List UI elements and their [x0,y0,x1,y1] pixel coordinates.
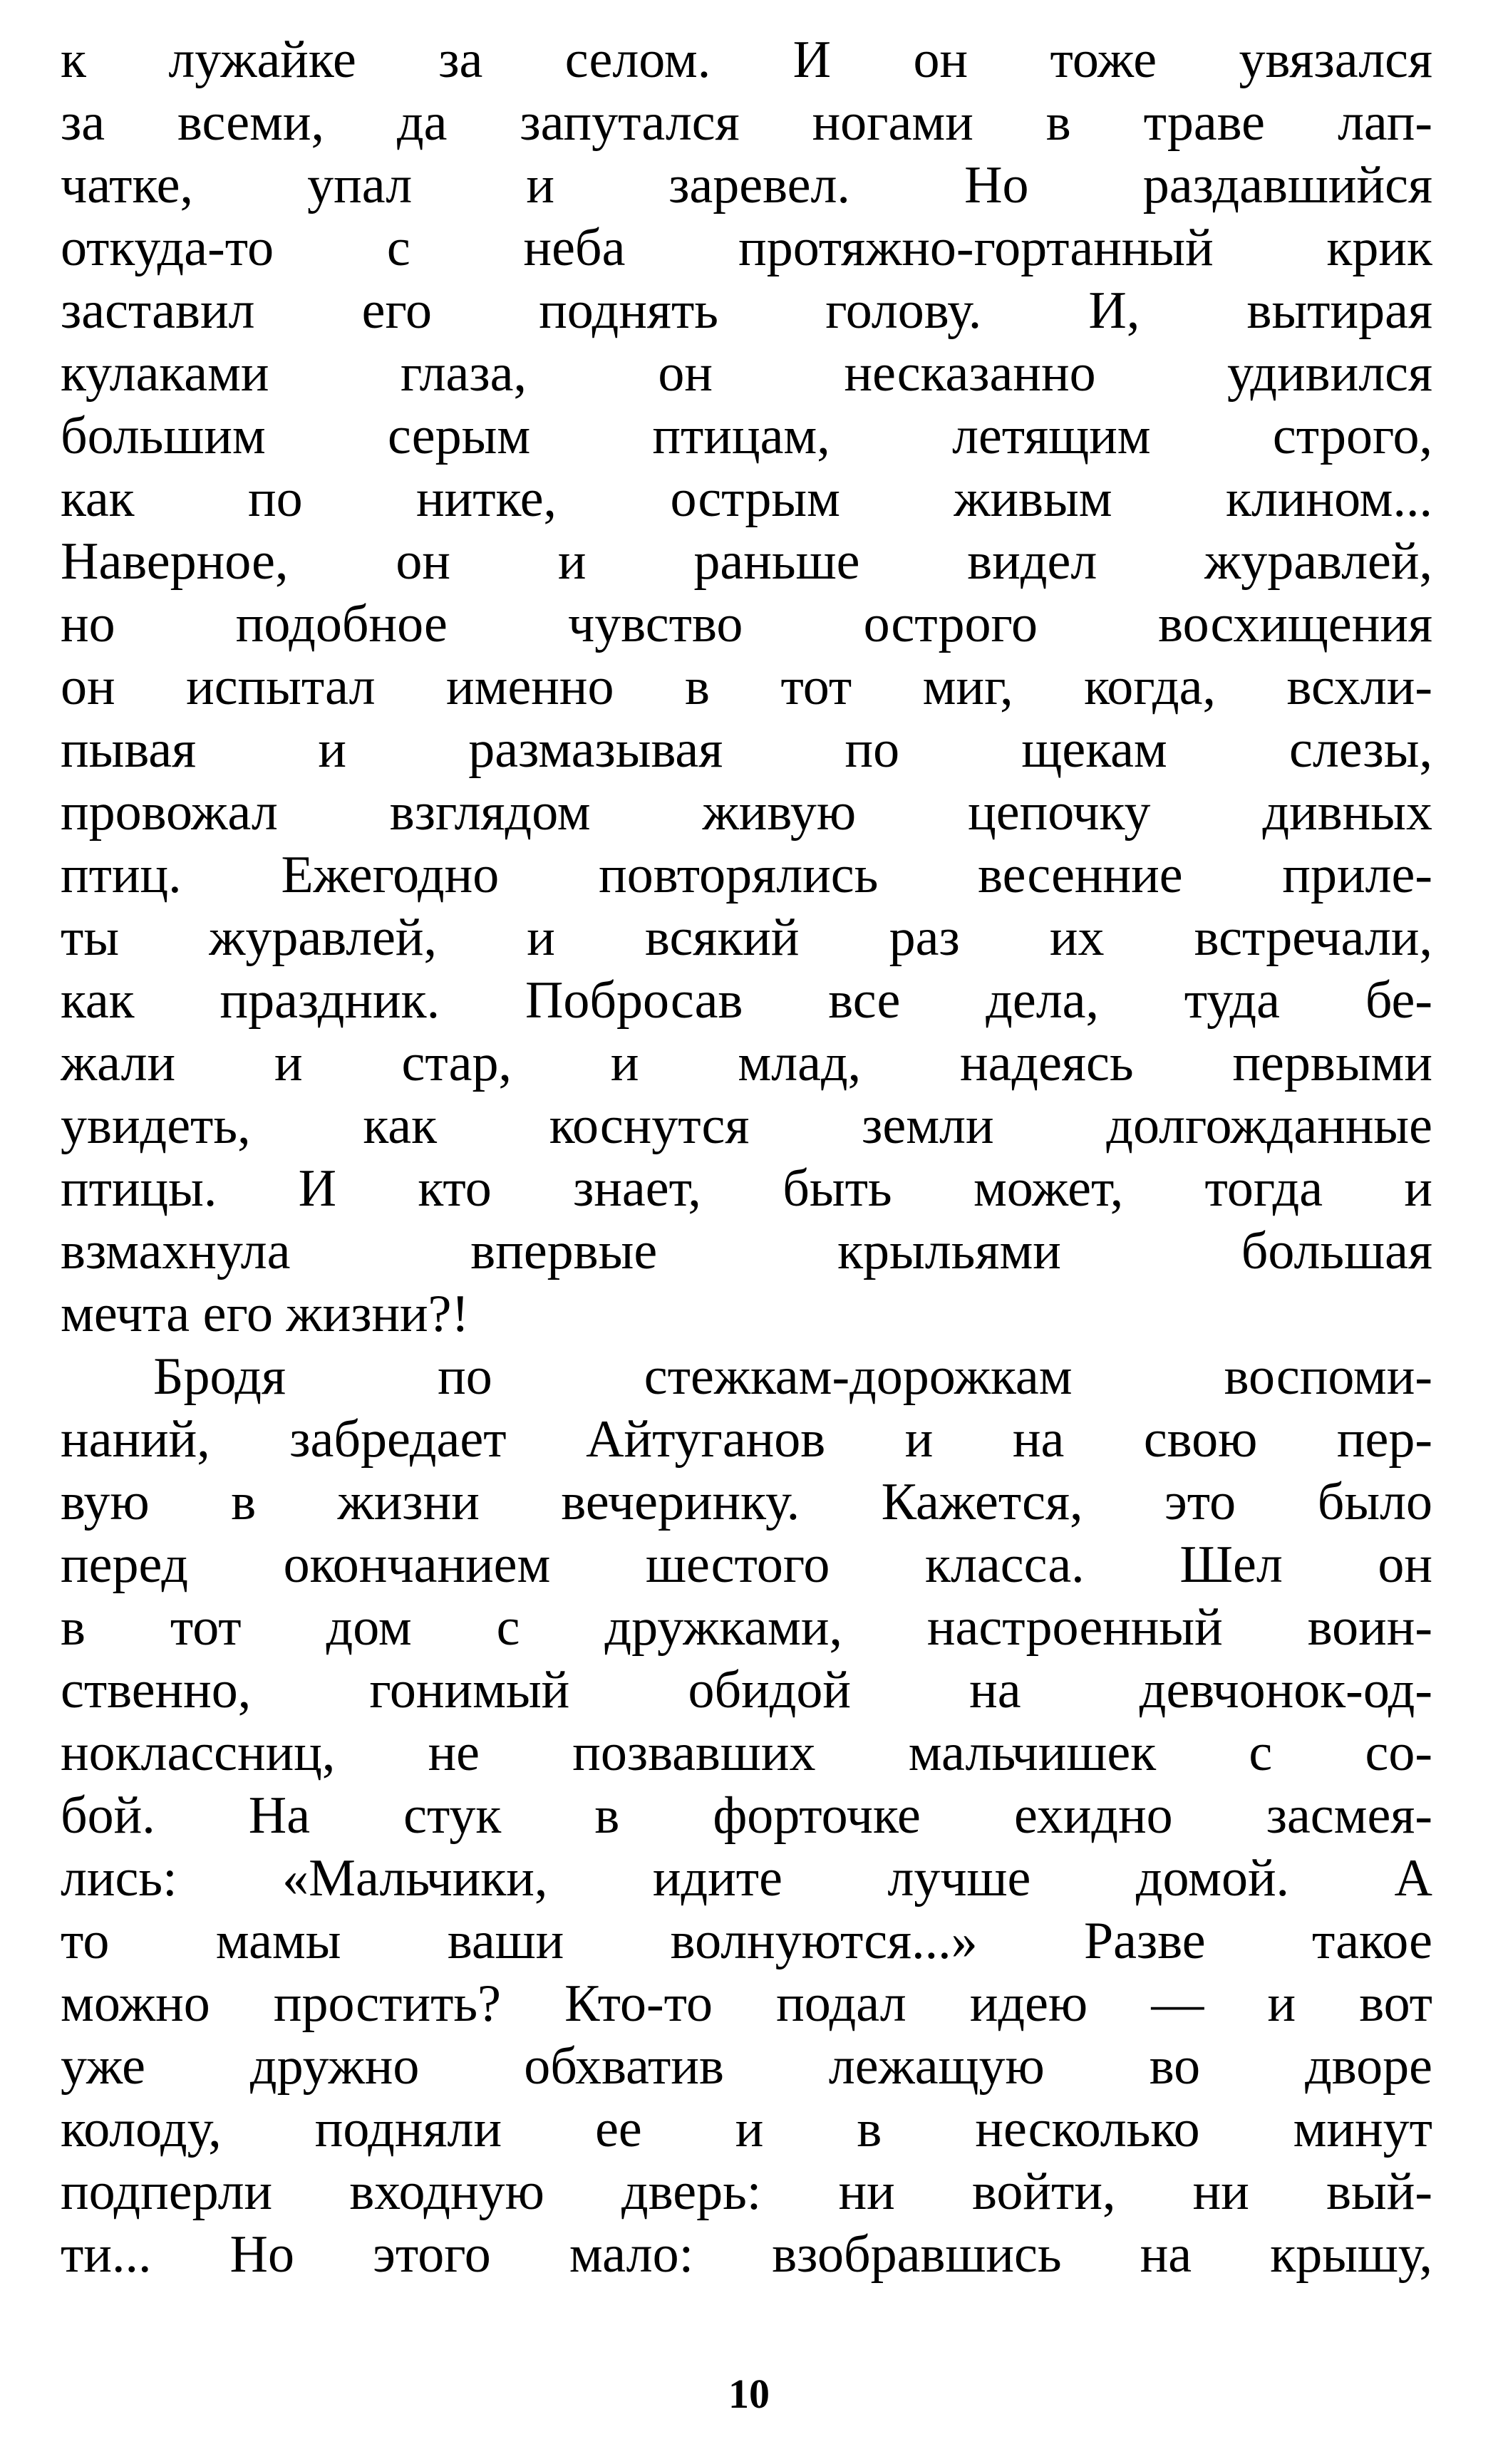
text-line: лись: «Мальчики, идите лучше домой. А [61,1849,1432,1907]
text-line: подперли входную дверь: ни войти, ни вый- [61,2163,1432,2221]
text-line: бой. На стук в форточке ехидно засмея- [61,1786,1432,1845]
text-line: колоду, подняли ее и в несколько минут [61,2100,1432,2158]
text-line: провожал взглядом живую цепочку дивных [61,783,1432,842]
paragraph-2 [61,1345,1432,2286]
text-line: кулаками глаза, он несказанно удивился [61,344,1432,403]
text-line: взмахнула впервые крыльями большая [61,1222,1432,1280]
text-line: пывая и размазывая по щекам слезы, [61,720,1432,779]
text-line: ственно, гонимый обидой на девчонок-од- [61,1661,1432,1719]
text-line: откуда-то с неба протяжно-гортанный крик [61,219,1432,277]
text-line: к лужайке за селом. И он тоже увязался [61,31,1432,89]
text-line: увидеть, как коснутся земли долгожданные [61,1097,1432,1155]
text-line: можно простить? Кто-то подал идею — и вот [61,1974,1432,2033]
text-line: наний, забредает Айтуганов и на свою пер- [61,1410,1432,1469]
text-line: ты журавлей, и всякий раз их встречали, [61,909,1432,967]
text-line: птицы. И кто знает, быть может, тогда и [61,1159,1432,1218]
text-line: жали и стар, и млад, надеясь первыми [61,1034,1432,1092]
text-line: как праздник. Побросав все дела, туда бе- [61,971,1432,1030]
paragraph-1 [61,29,1432,1345]
text-line: большим серым птицам, летящим строго, [61,407,1432,465]
book-page-text [61,29,1432,2286]
text-line: ти... Но этого мало: взобравшись на крышу, [61,2225,1432,2284]
text-line: птиц. Ежегодно повторялись весенние приле- [61,846,1432,904]
text-line: уже дружно обхватив лежащую во дворе [61,2037,1432,2096]
text-line: то мамы ваши волнуются...» Разве такое [61,1912,1432,1970]
text-line: Бродя по стежкам-дорожкам воспоми- [153,1347,1432,1406]
text-line: мечта его жизни?! [61,1285,470,1343]
text-line: ноклассниц, не позвавших мальчишек с со- [61,1724,1432,1782]
text-line: заставил его поднять голову. И, вытирая [61,281,1432,340]
text-line: он испытал именно в тот миг, когда, всхли- [61,658,1432,716]
text-line: перед окончанием шестого класса. Шел он [61,1536,1432,1594]
text-line: вую в жизни вечеринку. Кажется, это было [61,1473,1432,1531]
text-line: но подобное чувство острого восхищения [61,595,1432,653]
text-line: в тот дом с дружками, настроенный воин- [61,1598,1432,1657]
text-line: Наверное, он и раньше видел журавлей, [61,532,1432,591]
page-number: 10 [728,2371,770,2417]
text-line: за всеми, да запутался ногами в траве лап- [61,93,1432,152]
text-line: чатке, упал и заревел. Но раздавшийся [61,156,1432,214]
text-line: как по нитке, острым живым клином... [61,470,1432,528]
